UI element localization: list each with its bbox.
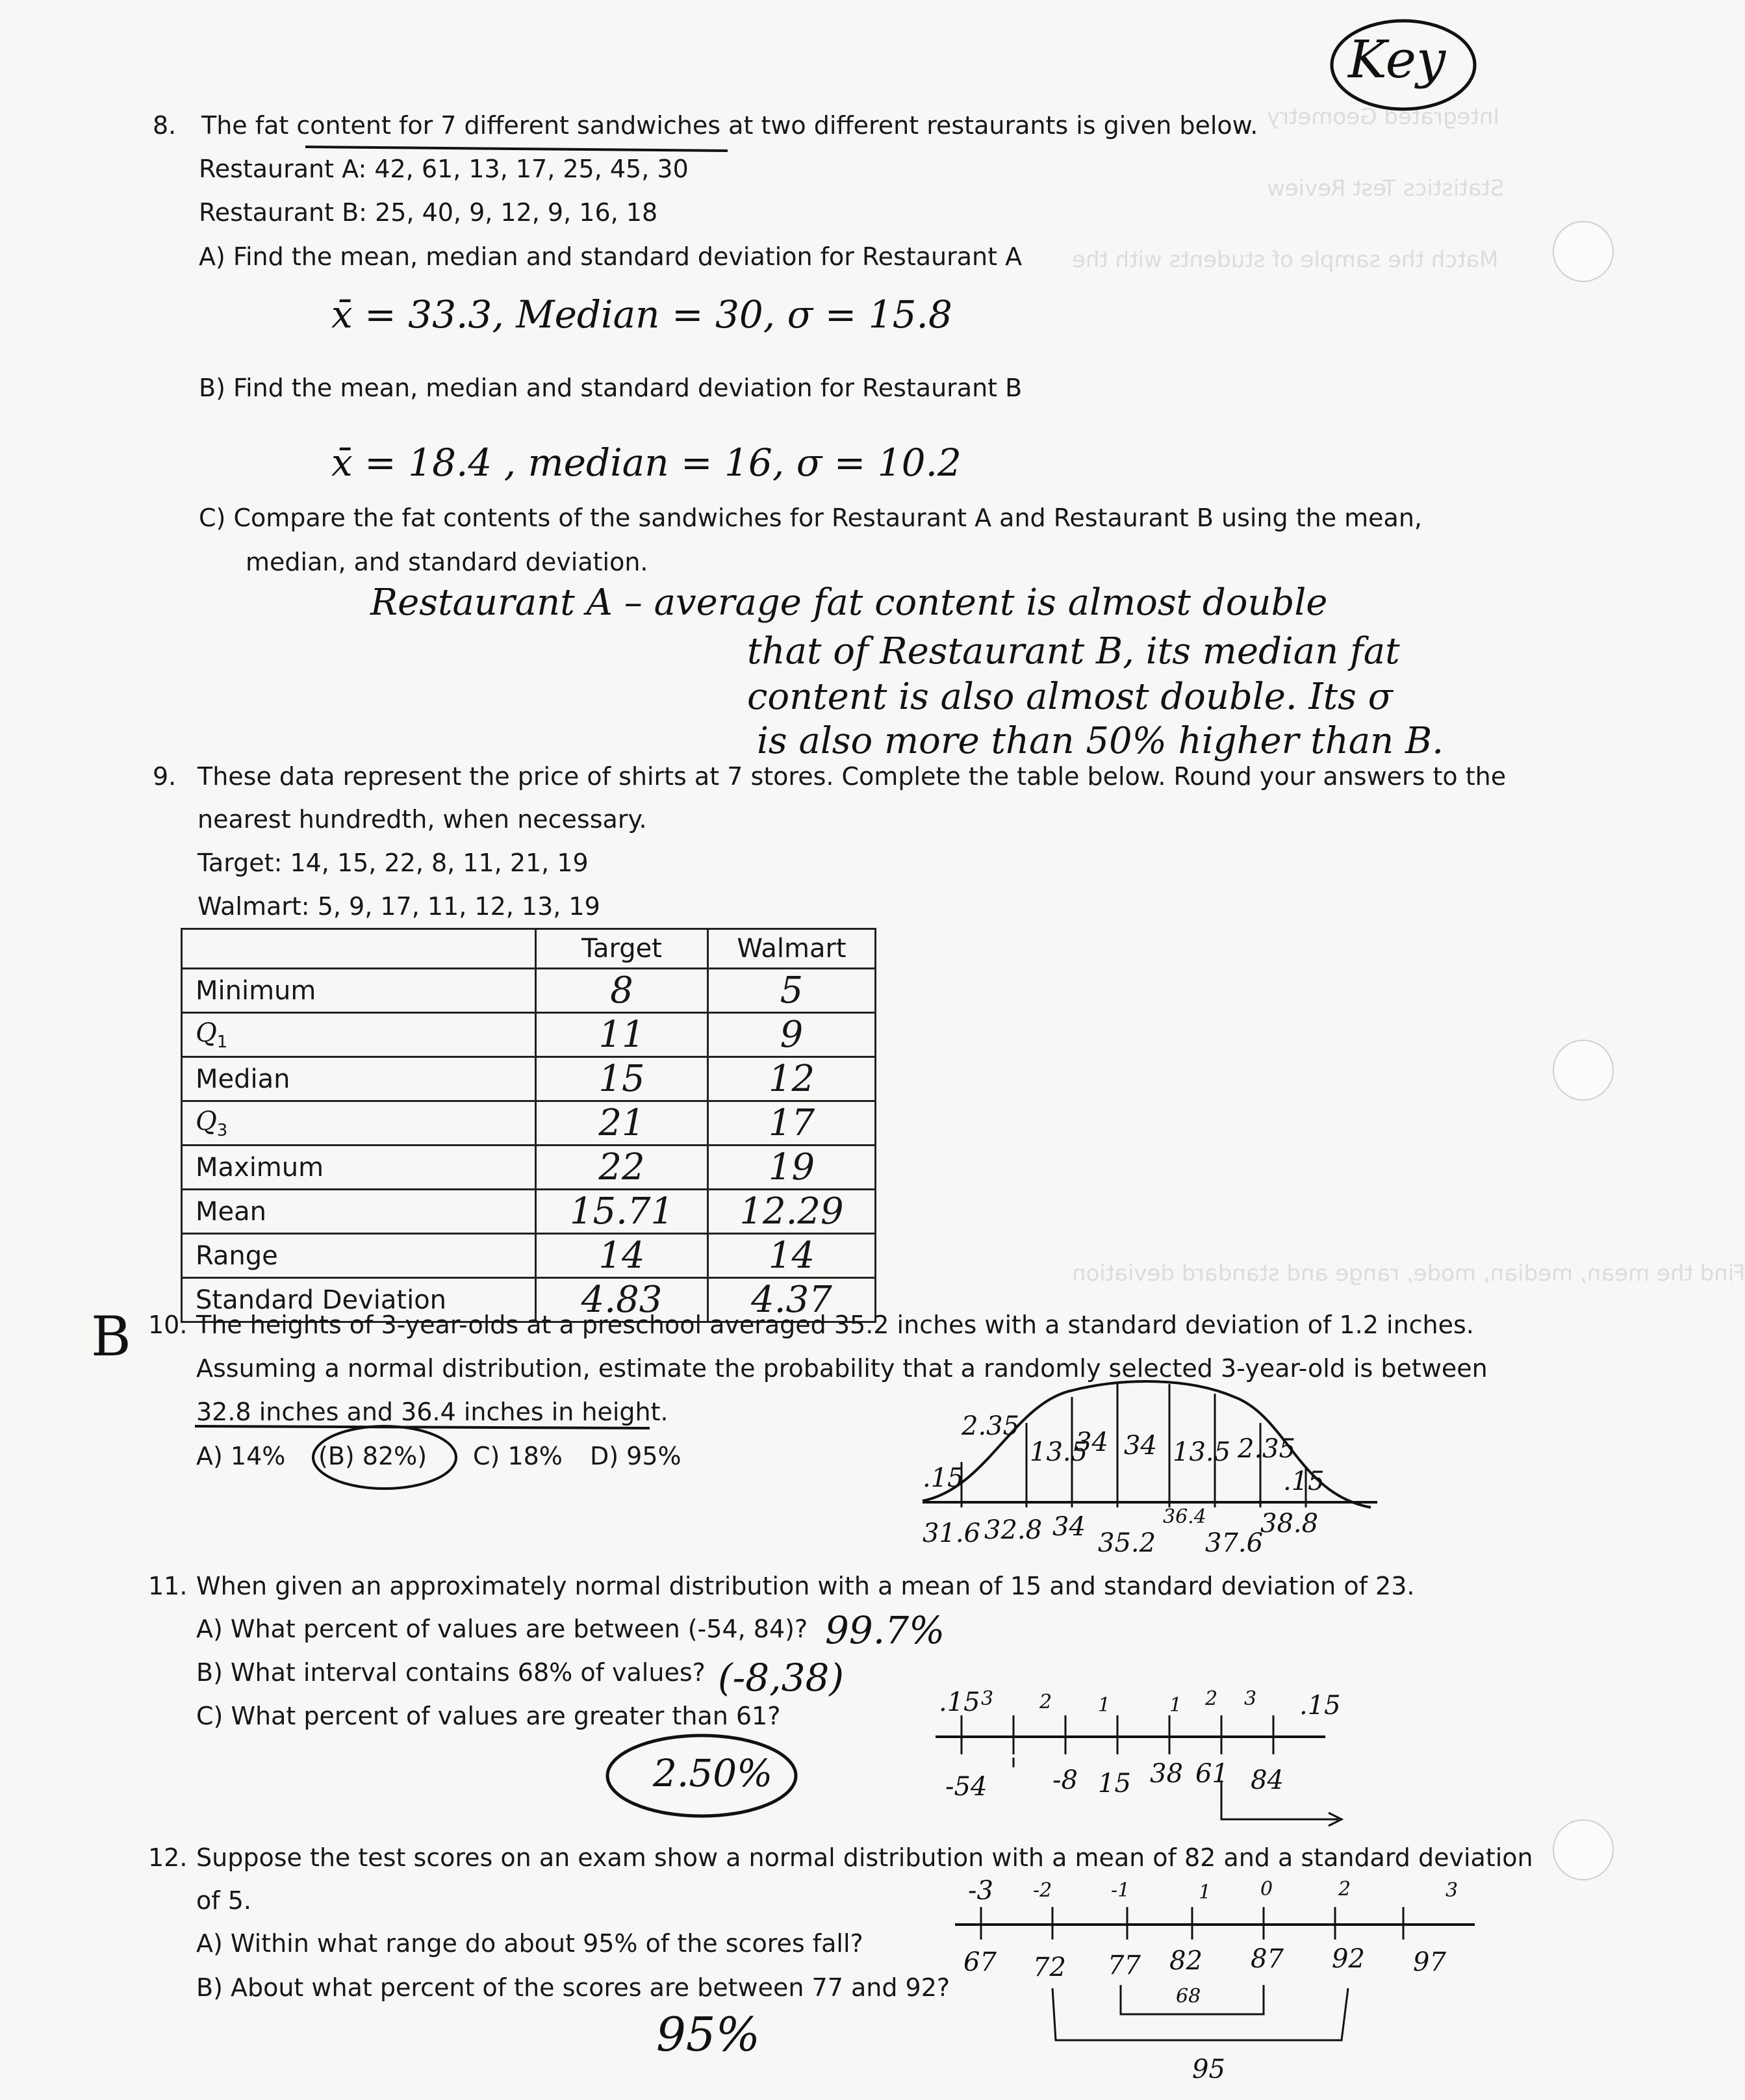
curve-pct-label: 2.35 [1238,1434,1296,1464]
curve-pct-label: 34 [1124,1431,1157,1461]
line-pct-label: .15 [1299,1691,1341,1721]
q8-number: 8. [153,111,177,140]
target-value: 21 [598,1102,645,1144]
q8-part-b: B) Find the mean, median and standard deviation for Restaurant B [199,374,1023,402]
q12-number: 12. [148,1843,188,1872]
q10-choice-a: A) 14% [196,1442,286,1470]
table-header-walmart: Walmart [708,929,876,969]
q12-stem-line1: Suppose the test scores on an exam show a normal distribution with a mean of 82 and a standard deviation [196,1843,1533,1872]
q10-choice-c: C) 18% [473,1442,563,1470]
curve-tick-label: 35.2 [1098,1528,1156,1558]
q8-answer-c-line4: is also more than 50% higher than B. [757,720,1444,762]
q11-answer-c: 2.50% [653,1751,773,1795]
q11-part-a: A) What percent of values are between (-54, 84)? [196,1615,808,1643]
target-value: 8 [610,969,633,1012]
q10-choice-d: D) 95% [590,1442,681,1470]
row-label: Median [182,1057,536,1101]
bleed-through-text: Match the sample of students with the [1072,247,1499,273]
curve-tick-label: 34 [1052,1512,1086,1542]
q9-walmart-data: Walmart: 5, 9, 17, 11, 12, 13, 19 [197,892,600,921]
q12-answer-b: 95% [656,2007,761,2062]
target-value: 22 [598,1146,645,1188]
walmart-value: 17 [768,1102,815,1144]
walmart-value: 19 [768,1146,815,1188]
curve-tick-label: 36.4 [1163,1505,1206,1528]
q10-number: 10. [148,1311,188,1339]
line-pct-label: 2 [1205,1687,1218,1710]
bracket-95-label: 95 [1192,2055,1225,2084]
q8-answer-c-line1: Restaurant A – average fat content is almost double [370,582,1328,624]
line-tick-label: 15 [1098,1769,1131,1799]
tick-label: 67 [963,1947,997,1977]
line-tick-label: 38 [1150,1759,1183,1789]
q11-answer-b: (-8,38) [718,1656,844,1700]
curve-tick-label: 38.8 [1260,1509,1319,1539]
bleed-through-text: Integrated Geometry [1267,104,1500,130]
walmart-value: 4.37 [751,1279,832,1321]
q9-stem-line2: nearest hundredth, when necessary. [197,805,647,834]
curve-pct-label: 13.5 [1173,1437,1231,1467]
line-pct-label: 3 [981,1687,994,1710]
row-label: $Q_3$ [182,1101,536,1146]
z-label: -1 [1111,1879,1130,1902]
q10-stem-line1: The heights of 3-year-olds at a preschool averaged 35.2 inches with a standard deviation of 1.2 inches. [196,1311,1474,1339]
q12-part-b: B) About what percent of the scores are between 77 and 92? [196,1973,950,2002]
q8-part-a: A) Find the mean, median and standard deviation for Restaurant A [199,242,1023,271]
tick-label: 87 [1251,1944,1284,1974]
tick-label: 92 [1332,1944,1365,1974]
line-tick-label: -8 [1052,1765,1078,1795]
z-label: -3 [968,1876,993,1906]
walmart-value: 12 [768,1058,815,1100]
q9-target-data: Target: 14, 15, 22, 8, 11, 21, 19 [197,849,589,877]
q8-part-c-line2: median, and standard deviation. [246,548,648,576]
z-label: 3 [1446,1879,1458,1902]
row-label: $Q_1$ [182,1013,536,1057]
line-tick-label: 61 [1195,1759,1229,1789]
tick-label: 72 [1033,1953,1066,1982]
curve-pct-label: .15 [923,1463,964,1493]
q12-stem-line2: of 5. [196,1886,251,1915]
q11-part-c: C) What percent of values are greater than 61? [196,1702,781,1730]
row-label: Mean [182,1190,536,1234]
curve-tick-label: 31.6 [923,1518,981,1548]
target-value: 15 [598,1058,645,1100]
q8-answer-c-line2: that of Restaurant B, its median fat [747,630,1400,672]
curve-pct-label: .15 [1283,1466,1325,1496]
key-label: Key [1348,29,1446,90]
curve-pct-label: 2.35 [962,1411,1020,1441]
line-tick-label: 84 [1251,1765,1284,1795]
walmart-value: 5 [780,969,804,1012]
z-label: 1 [1199,1881,1212,1904]
walmart-value: 12.29 [739,1190,844,1233]
row-label: Standard Deviation [182,1278,536,1322]
q10-margin-answer: B [91,1305,131,1368]
bleed-through-text: Statistics Test Review [1267,175,1505,201]
q10-stem-line3: 32.8 inches and 36.4 inches in height. [196,1398,669,1426]
q8-stem: The fat content for 7 different sandwiches at two different restaurants is given below. [201,111,1258,140]
walmart-value: 14 [768,1235,815,1277]
q8-restaurant-a: Restaurant A: 42, 61, 13, 17, 25, 45, 30 [199,155,689,183]
bracket-68-label: 68 [1176,1985,1201,2008]
curve-pct-label: 34 [1075,1428,1108,1457]
z-label: 2 [1338,1878,1351,1901]
target-value: 15.71 [569,1190,674,1233]
line-pct-label: 2 [1039,1691,1052,1713]
q12-part-a: A) Within what range do about 95% of the scores fall? [196,1929,863,1958]
q9-number: 9. [153,762,177,791]
q8-part-c-line1: C) Compare the fat contents of the sandwiches for Restaurant A and Restaurant B using the mean, [199,504,1423,532]
q9-stem-line1: These data represent the price of shirts at 7 stores. Complete the table below. Round your answers to the [197,762,1507,791]
q11-number: 11. [148,1572,188,1600]
row-label: Range [182,1234,536,1278]
q11-stem: When given an approximately normal distribution with a mean of 15 and standard deviation of 23. [196,1572,1415,1600]
walmart-value: 9 [780,1014,804,1056]
row-label: Minimum [182,969,536,1013]
target-value: 11 [598,1014,645,1056]
line-tick-label: -54 [945,1772,987,1802]
curve-tick-label: 32.8 [984,1515,1043,1545]
q10-stem-line2: Assuming a normal distribution, estimate the probability that a randomly selected 3-year-old is between [196,1354,1488,1383]
q8-answer-b: x̄ = 18.4 , median = 16, σ = 10.2 [331,441,962,485]
q10-choice-b: (B) 82%) [318,1442,427,1470]
q8-answer-a: x̄ = 33.3, Median = 30, σ = 15.8 [331,292,952,337]
z-label: 0 [1260,1878,1273,1901]
z-label: -2 [1033,1879,1052,1902]
table-header-target: Target [536,929,708,969]
line-pct-label: 1 [1169,1694,1182,1717]
q11-part-b: B) What interval contains 68% of values? [196,1658,706,1687]
target-value: 4.83 [581,1279,663,1321]
bleed-through-text: Find the mean, median, mode, range and standard deviation [1072,1261,1745,1287]
q8-restaurant-b: Restaurant B: 25, 40, 9, 12, 9, 16, 18 [199,198,658,227]
row-label: Maximum [182,1146,536,1190]
line-pct-label: .15 [939,1687,980,1717]
target-value: 14 [598,1235,645,1277]
tick-label: 82 [1169,1946,1203,1976]
tick-label: 77 [1108,1951,1141,1980]
curve-tick-label: 37.6 [1205,1528,1264,1558]
q11-answer-a: 99.7% [825,1608,945,1652]
line-pct-label: 3 [1244,1687,1257,1710]
line-pct-label: 1 [1098,1694,1111,1717]
q8-answer-c-line3: content is also almost double. Its σ [747,676,1393,718]
curve-pct-label: 13.5 [1030,1437,1088,1467]
tick-label: 97 [1413,1947,1446,1977]
